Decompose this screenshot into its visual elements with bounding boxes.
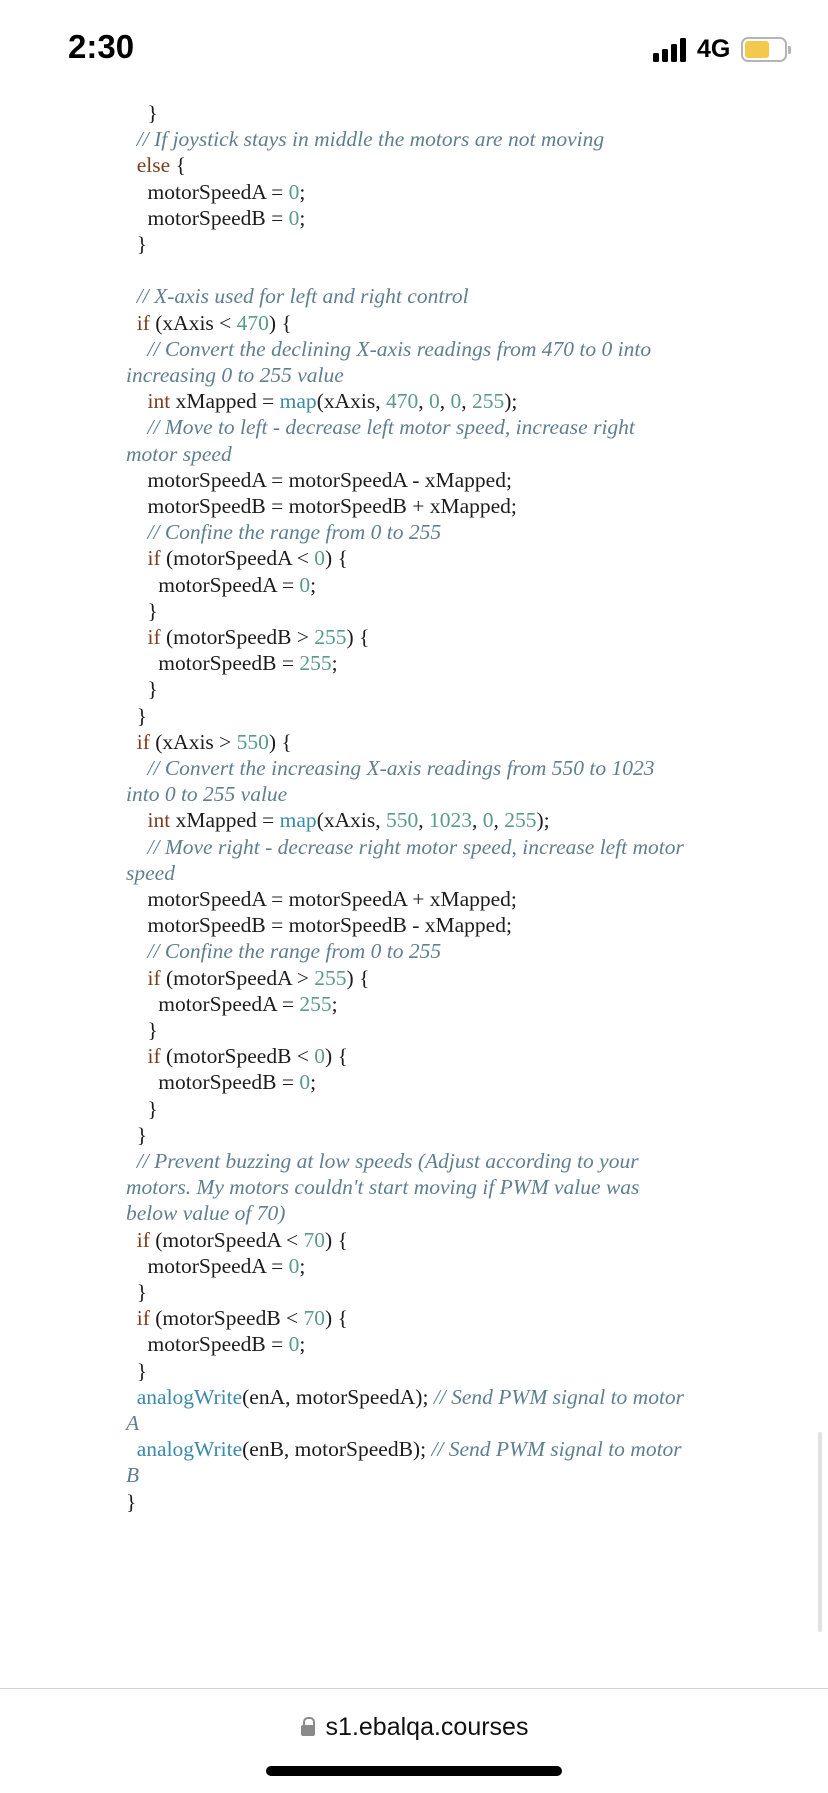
code-token: B	[126, 1463, 140, 1488]
code-token: 0	[288, 179, 300, 204]
code-token: ;	[299, 205, 306, 230]
code-token: }	[126, 677, 158, 702]
code-token	[126, 756, 148, 780]
code-token: 255	[299, 991, 332, 1016]
code-token: motorSpeedB =	[126, 651, 300, 676]
url-display[interactable]	[0, 1713, 828, 1742]
code-line	[126, 703, 147, 729]
code-token: 550	[236, 729, 269, 754]
code-token: into 0 to 255 value	[126, 782, 288, 807]
code-token: 255	[314, 625, 347, 649]
code-token: motorSpeedB =	[126, 205, 289, 230]
code-line	[126, 1305, 348, 1331]
code-token: ) {	[346, 965, 370, 990]
code-line	[126, 441, 232, 467]
code-token: ,	[439, 389, 451, 414]
code-line	[126, 1384, 684, 1410]
code-token: map	[279, 389, 317, 414]
code-line	[126, 231, 147, 257]
code-token: );	[536, 808, 550, 833]
code-line	[126, 624, 369, 650]
code-token: ) {	[325, 1306, 348, 1331]
code-token: // Send PWM signal to motor	[433, 1384, 685, 1409]
code-token: motorSpeedB = motorSpeedB - xMapped;	[126, 913, 512, 938]
code-token: ) {	[346, 625, 370, 649]
code-line	[126, 650, 338, 676]
code-token	[126, 1228, 137, 1252]
code-token: ;	[299, 1332, 306, 1357]
code-token: ;	[331, 991, 338, 1016]
code-token: motorSpeedB =	[126, 1070, 300, 1095]
code-token	[126, 835, 148, 859]
code-token: analogWrite	[136, 1437, 243, 1462]
code-token: }	[126, 1018, 158, 1042]
code-token: // Move to left - decrease left motor speed, increase right	[147, 415, 635, 440]
code-token: // Prevent buzzing at low speeds (Adjust according to your	[136, 1149, 639, 1173]
code-line	[126, 493, 517, 519]
code-token	[126, 311, 137, 335]
code-token: ) {	[325, 1227, 348, 1252]
code-token: // Move right - decrease right motor speed, increase left motor	[147, 834, 684, 859]
code-token: (xAxis <	[149, 310, 237, 335]
code-token: );	[504, 389, 518, 414]
code-token	[126, 520, 148, 544]
code-token: if	[147, 546, 161, 571]
code-token: (motorSpeedB >	[160, 625, 315, 649]
code-line	[126, 1410, 139, 1436]
code-token: (enB, motorSpeedB);	[242, 1437, 432, 1462]
code-token: // Convert the increasing X-axis readings from 550 to 1023	[147, 756, 655, 780]
code-token: if	[147, 625, 161, 649]
code-token: below value of 70)	[126, 1201, 286, 1226]
code-token: motorSpeedA = motorSpeedA + xMapped;	[126, 887, 517, 911]
code-token: }	[126, 1122, 148, 1147]
code-token: motorSpeedB =	[126, 1332, 289, 1357]
code-token: (motorSpeedA <	[160, 546, 315, 571]
code-token: motors. My motors couldn't start moving if PWM value was	[126, 1175, 640, 1200]
code-line	[126, 126, 604, 152]
url-text: s1.ebalqa.courses	[325, 1713, 529, 1741]
code-token	[126, 1437, 137, 1461]
code-token: // Convert the declining X-axis readings from 470 to 0 into	[147, 336, 652, 361]
code-token: motorSpeedB = motorSpeedB + xMapped;	[126, 494, 517, 518]
code-token: // Confine the range from 0 to 255	[147, 939, 442, 964]
code-token: motorSpeedA = motorSpeedA - xMapped;	[126, 467, 512, 492]
code-token: }	[126, 1280, 148, 1304]
code-token	[126, 127, 137, 151]
code-token: 470	[385, 389, 419, 414]
code-token: 1023	[428, 808, 472, 833]
code-token	[126, 389, 148, 413]
code-token: 255	[314, 965, 347, 990]
code-line	[126, 1489, 136, 1515]
code-token	[126, 546, 148, 570]
clipped-code-line	[125, 76, 265, 90]
code-token	[126, 1385, 137, 1409]
code-token: 70	[303, 1306, 326, 1331]
code-token: if	[136, 310, 150, 335]
code-line	[126, 310, 292, 336]
code-line	[126, 886, 517, 912]
code-line	[126, 414, 635, 440]
code-token: if	[147, 1044, 161, 1069]
code-token: ,	[418, 389, 429, 414]
code-line	[126, 755, 655, 781]
code-line	[126, 1436, 682, 1462]
code-token: if	[136, 1227, 150, 1252]
code-line	[126, 834, 684, 860]
scrollbar[interactable]	[818, 1432, 822, 1632]
code-token: motorSpeedA =	[126, 991, 300, 1016]
home-indicator[interactable]	[266, 1766, 562, 1776]
code-token: ,	[493, 808, 505, 833]
code-token	[126, 153, 137, 177]
code-token: (xAxis,	[316, 389, 386, 414]
code-token: {	[170, 153, 186, 178]
code-token: motor speed	[126, 441, 232, 466]
code-token: A	[126, 1411, 140, 1435]
code-token: 0	[314, 546, 326, 571]
code-token	[126, 415, 148, 439]
code-line	[126, 1253, 305, 1279]
code-token: else	[136, 153, 171, 178]
code-token: int	[147, 808, 171, 833]
code-token	[126, 730, 137, 754]
code-token: analogWrite	[136, 1384, 243, 1409]
code-token: int	[147, 389, 171, 414]
code-line	[126, 912, 512, 938]
code-line	[126, 1227, 348, 1253]
code-token	[126, 625, 148, 649]
code-token: map	[279, 808, 317, 833]
code-token: }	[126, 232, 148, 256]
code-token	[126, 808, 148, 832]
code-token: ) {	[268, 310, 292, 335]
code-token: increasing 0 to 255 value	[126, 363, 344, 387]
code-token: 470	[236, 310, 269, 335]
code-token	[126, 1044, 148, 1068]
code-token: xMapped =	[170, 808, 280, 833]
code-line	[126, 100, 158, 126]
code-token: }	[126, 1489, 137, 1514]
code-token: }	[126, 1358, 148, 1383]
code-token: 255	[471, 389, 505, 414]
code-line	[126, 729, 292, 755]
code-token: (motorSpeedB <	[160, 1044, 315, 1069]
code-token: // X-axis used for left and right control	[136, 284, 469, 309]
code-line	[126, 1174, 639, 1200]
code-line	[126, 598, 158, 624]
code-line	[126, 1358, 147, 1384]
code-line	[126, 1017, 158, 1043]
code-token: 255	[504, 808, 537, 833]
code-token: if	[136, 1306, 150, 1331]
code-token	[126, 337, 148, 361]
code-token: 70	[303, 1227, 326, 1252]
code-line	[126, 1069, 316, 1095]
code-line	[126, 572, 316, 598]
code-token	[126, 284, 137, 308]
network-type-label: 4G	[697, 35, 731, 63]
code-line	[126, 336, 651, 362]
code-token: ,	[461, 389, 472, 414]
code-token: (motorSpeedB <	[149, 1306, 304, 1331]
code-token: 0	[482, 808, 494, 833]
code-token: ,	[418, 808, 429, 833]
code-token: }	[126, 1096, 158, 1121]
code-token	[126, 1306, 137, 1330]
code-line	[126, 1331, 305, 1357]
code-token: ;	[310, 572, 317, 597]
code-token: 0	[288, 1332, 300, 1357]
code-token: }	[126, 101, 158, 125]
code-token: motorSpeedA =	[126, 179, 289, 204]
code-token	[126, 1149, 137, 1173]
status-time: 2:30	[68, 28, 135, 65]
code-line	[126, 807, 550, 833]
code-token: }	[126, 703, 148, 728]
code-token: 550	[385, 808, 419, 833]
code-token: xMapped =	[170, 389, 280, 414]
browser-address-bar[interactable]	[0, 1688, 828, 1793]
code-line	[126, 1148, 639, 1174]
code-line	[126, 676, 158, 702]
code-token: // If joystick stays in middle the motors are not moving	[136, 127, 605, 152]
code-token: 0	[450, 389, 462, 414]
code-line	[126, 1096, 158, 1122]
code-token	[126, 966, 148, 990]
code-line	[126, 519, 441, 545]
code-line	[126, 1122, 147, 1148]
code-token: 255	[299, 651, 332, 676]
code-token: speed	[126, 860, 175, 885]
code-line	[126, 965, 369, 991]
code-token: motorSpeedA =	[126, 1253, 289, 1278]
code-token: ) {	[325, 546, 348, 571]
code-line	[126, 545, 348, 571]
code-token: // Confine the range from 0 to 255	[147, 520, 442, 545]
code-line	[126, 362, 344, 388]
code-token: ) {	[268, 729, 292, 754]
code-line	[126, 467, 512, 493]
code-token: (xAxis >	[149, 729, 237, 754]
code-token: if	[136, 729, 150, 754]
code-token: 0	[299, 1070, 311, 1095]
code-line	[126, 388, 517, 414]
code-line	[126, 781, 287, 807]
code-token: 0	[428, 389, 440, 414]
code-token: ,	[471, 808, 483, 833]
code-token: ;	[331, 651, 338, 676]
code-token: (xAxis,	[316, 808, 386, 833]
code-token: }	[126, 598, 158, 623]
code-token: (motorSpeedA >	[160, 965, 315, 990]
lock-icon	[300, 1717, 316, 1737]
code-line	[126, 179, 305, 205]
code-token: 0	[288, 1253, 300, 1278]
code-line	[126, 283, 469, 309]
code-token: 0	[299, 572, 311, 597]
code-line	[126, 938, 441, 964]
code-token: (enA, motorSpeedA);	[242, 1384, 434, 1409]
code-token: if	[147, 965, 161, 990]
code-line	[126, 1043, 348, 1069]
code-line	[126, 860, 175, 886]
code-token: ;	[299, 1253, 306, 1278]
code-token	[126, 939, 148, 963]
code-token: (motorSpeedA <	[149, 1227, 304, 1252]
code-token: // Send PWM signal to motor	[431, 1437, 682, 1462]
code-line	[126, 1462, 139, 1488]
code-token: ;	[299, 179, 306, 204]
code-line	[126, 152, 186, 178]
code-line	[126, 1279, 147, 1305]
code-token: motorSpeedA =	[126, 572, 300, 597]
code-token: 0	[288, 205, 300, 230]
code-token: ;	[310, 1070, 317, 1095]
code-token: ) {	[325, 1044, 348, 1069]
code-line	[126, 205, 305, 231]
code-line	[126, 1200, 285, 1226]
code-token: 0	[314, 1044, 326, 1069]
code-line	[126, 991, 338, 1017]
